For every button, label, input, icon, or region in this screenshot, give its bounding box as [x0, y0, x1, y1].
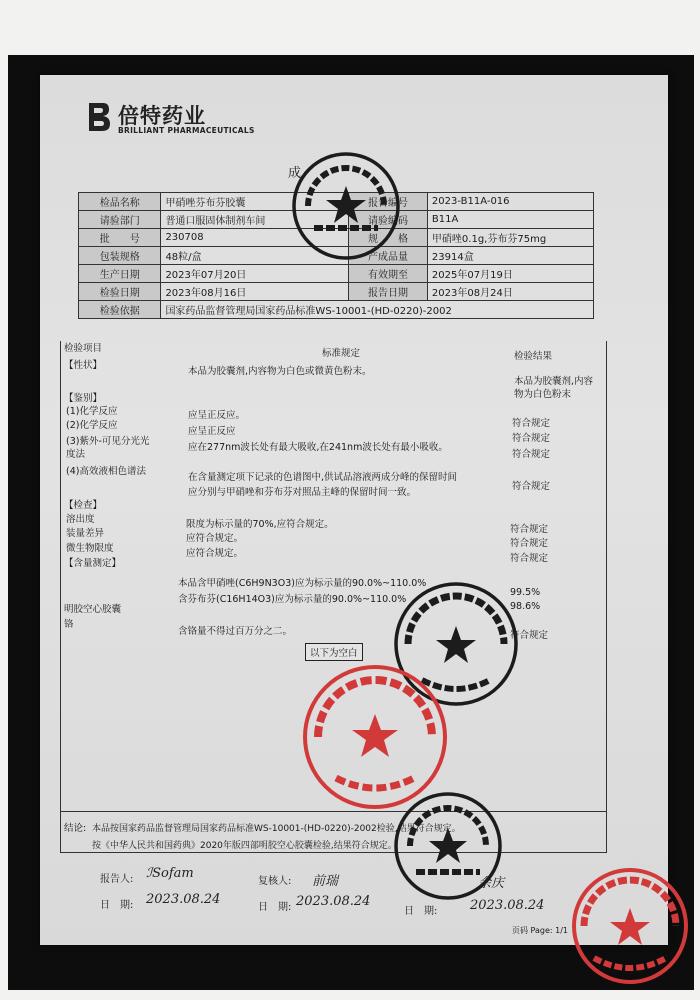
ident-result: 符合规定 [512, 449, 551, 460]
inspect-standard: 限度为标示量的70%,应符合规定。 [186, 519, 334, 530]
character-standard: 本品为胶囊剂,内容物为白色或微黄色粉末。 [188, 366, 372, 377]
info-value: 230708 [161, 229, 349, 247]
info-value: 普通口服固体制剂车间 [161, 211, 349, 229]
conclusion-label: 结论: [64, 823, 87, 834]
reporter-date: 2023.08.24 [146, 892, 221, 907]
company-name-cn: 倍特药业 [118, 104, 206, 128]
ident-standard: 应呈正反应。 [188, 410, 246, 421]
header-result: 检验结果 [514, 351, 553, 362]
section-assay: 【含量测定】 [64, 558, 122, 569]
company-qc-stamp-2-icon [392, 790, 504, 902]
reporter-label: 报告人: [100, 874, 134, 885]
ident-result: 符合规定 [512, 481, 551, 492]
approver-date: 2023.08.24 [470, 898, 545, 913]
date-label: 日 期: [258, 902, 292, 913]
ident-standard: 在含量测定项下记录的色谱图中,供试品溶液两成分峰的保留时间 [188, 472, 458, 483]
assay-result: 99.5% [510, 587, 541, 598]
capsule-item: 铬 [64, 619, 74, 630]
header-item: 检验项目 [64, 343, 103, 354]
inspect-item: 溶出度 [66, 514, 95, 525]
info-value: 甲硝唑0.1g,芬布芬75mg [427, 229, 593, 247]
info-value: 2023年07月20日 [161, 265, 349, 283]
assay-result: 98.6% [510, 601, 541, 612]
info-label: 请验编码 [349, 211, 428, 229]
assay-standard: 本品含甲硝唑(C6H9N3O3)应为标示量的90.0%~110.0% [178, 578, 427, 589]
info-label: 报告编号 [349, 193, 428, 211]
report-title-fragment: 成 [288, 166, 302, 181]
ident-standard: 应在277nm波长处有最大吸收,在241nm波长处有最小吸收。 [188, 442, 448, 453]
capsule-item: 明胶空心胶囊 [64, 604, 122, 615]
inspect-standard: 应符合规定。 [186, 533, 244, 544]
inspect-result: 符合规定 [510, 553, 549, 564]
reviewer-signature: 前瑞 [312, 874, 339, 889]
ident-item: (3)紫外-可见分光光 [66, 436, 150, 447]
company-qc-stamp-icon [290, 150, 402, 262]
reviewer-label: 复核人: [258, 876, 292, 887]
corner-red-stamp-icon [570, 866, 690, 986]
ident-item: (2)化学反应 [66, 420, 118, 431]
capsule-standard: 含铬量不得过百万分之二。 [178, 626, 293, 637]
info-label: 报告日期 [349, 283, 428, 301]
capsule-result: 符合规定 [510, 630, 549, 641]
info-value: 甲硝唑芬布芬胶囊 [161, 193, 349, 211]
character-result: 本品为胶囊剂,内容 [514, 376, 594, 387]
info-value: 2023-B11A-016 [427, 193, 593, 211]
info-value: 2023年08月24日 [427, 283, 593, 301]
company-logo [88, 100, 258, 138]
info-label: 包装规格 [79, 247, 161, 265]
blank-note: 以下为空白 [305, 643, 363, 661]
date-label: 日 期: [100, 900, 134, 911]
table-row [79, 265, 594, 283]
info-label: 检品名称 [79, 193, 161, 211]
ident-item: 度法 [66, 449, 86, 460]
date-label: 日 期: [404, 906, 438, 917]
character-result: 物为白色粉末 [514, 389, 572, 400]
table-row [79, 301, 594, 319]
info-label: 规 格 [349, 229, 428, 247]
ident-item: (4)高效液相色谱法 [66, 466, 146, 477]
ident-standard: 应分别与甲硝唑和芬布芬对照品主峰的保留时间一致。 [188, 487, 417, 498]
info-label: 检验依据 [79, 301, 161, 319]
info-label: 有效期至 [349, 265, 428, 283]
ident-result: 符合规定 [512, 418, 551, 429]
inspect-standard: 应符合规定。 [186, 548, 244, 559]
info-value: 2023年08月16日 [161, 283, 349, 301]
conclusion-text: 按《中华人民共和国药典》2020年版四部明胶空心胶囊检验,结果符合规定。 [92, 841, 397, 851]
info-label: 生产日期 [79, 265, 161, 283]
ident-standard: 应呈正反应 [188, 426, 236, 437]
reporter-signature: ℐSofam [146, 866, 194, 881]
info-label: 请验部门 [79, 211, 161, 229]
company-name-en: BRILLIANT PHARMACEUTICALS [118, 126, 255, 135]
approver-signature: 余庆 [478, 876, 505, 891]
table-row [79, 283, 594, 301]
info-value: B11A [427, 211, 593, 229]
page-info: 页码 Page: 1/1 [512, 926, 569, 935]
info-value: 23914盒 [427, 247, 593, 265]
assay-standard: 含芬布芬(C16H14O3)应为标示量的90.0%~110.0% [178, 594, 407, 605]
ident-item: (1)化学反应 [66, 406, 118, 417]
info-value: 48粒/盒 [161, 247, 349, 265]
header-standard: 标准规定 [322, 348, 361, 359]
info-label: 检验日期 [79, 283, 161, 301]
info-label: 产成品量 [349, 247, 428, 265]
ident-result: 符合规定 [512, 433, 551, 444]
section-character: 【性状】 [64, 360, 103, 371]
info-value: 2025年07月19日 [427, 265, 593, 283]
section-inspection: 【检查】 [64, 500, 103, 511]
inspect-result: 符合规定 [510, 538, 549, 549]
logo-mark-icon [88, 102, 112, 132]
reviewer-date: 2023.08.24 [296, 894, 371, 909]
section-identification: 【鉴别】 [64, 393, 103, 404]
inspect-item: 装量差异 [66, 528, 105, 539]
inspect-result: 符合规定 [510, 524, 549, 535]
conclusion-text: 本品按国家药品监督管理局国家药品标准WS-10001-(HD-0220)-2002检验,结果符合规定。 [92, 824, 461, 834]
info-label: 批 号 [79, 229, 161, 247]
inspect-item: 微生物限度 [66, 543, 114, 554]
basis-value: 国家药品监督管理局国家药品标准WS-10001-(HD-0220)-2002 [161, 301, 594, 319]
